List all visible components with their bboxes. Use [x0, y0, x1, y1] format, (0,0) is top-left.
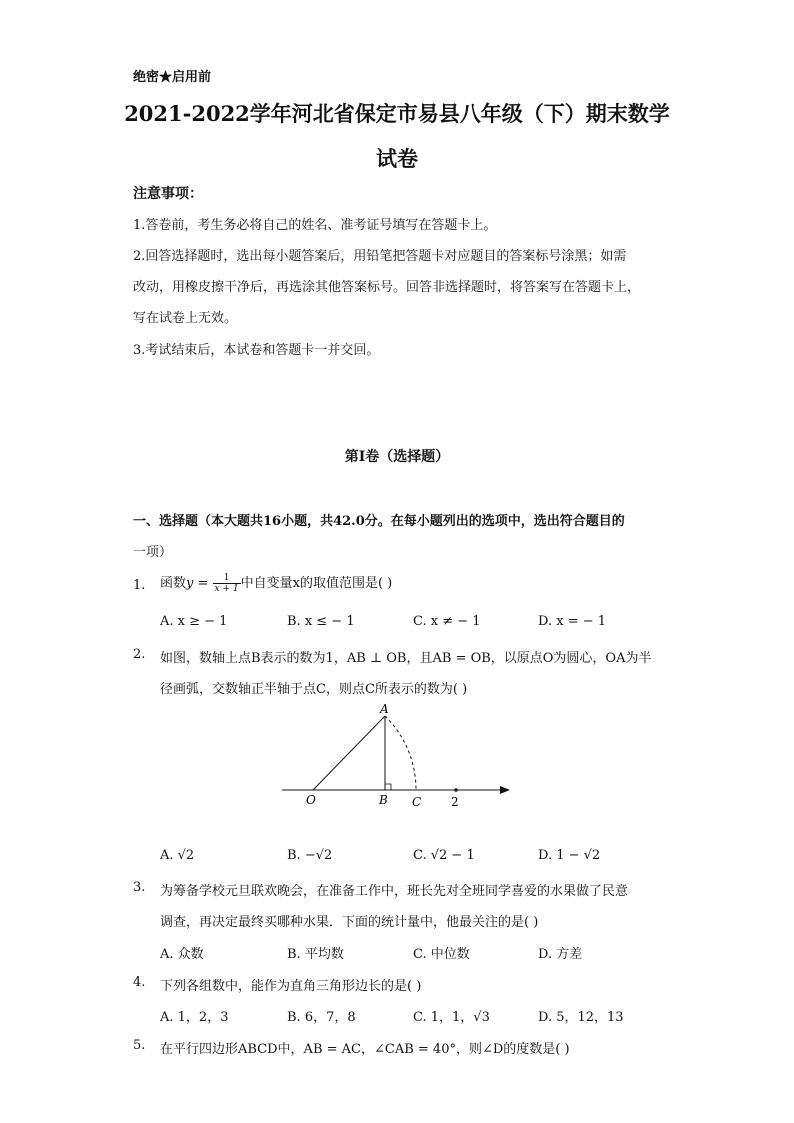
axis-arrow-icon	[500, 786, 510, 794]
question-4-option-a: A. 1，2，3	[160, 1010, 229, 1025]
question-1-option-a: A. x ≥ − 1	[160, 614, 228, 629]
question-4-option-c: C. 1，1，√3	[413, 1010, 490, 1025]
point-two-dot	[454, 788, 458, 792]
question-1-fraction	[213, 573, 241, 594]
question-1-option-c: C. x ≠ − 1	[413, 614, 481, 629]
question-1-text-post: 中自变量x的取值范围是( )	[240, 576, 393, 591]
question-1-stem	[160, 572, 392, 594]
question-5-number: 5.	[133, 1038, 146, 1053]
question-4-option-b: B. 6，7，8	[287, 1010, 356, 1025]
secret-label: 绝密★启用前	[133, 70, 212, 85]
question-1-frac-den: x + 1	[214, 584, 239, 594]
question-2-line-2: 径画弧，交数轴正半轴于点C，则点C所表示的数为( )	[160, 682, 468, 697]
question-3-option-b: B. 平均数	[287, 947, 344, 962]
notice-item-2-line-2: 改动，用橡皮擦干净后，再选涂其他答案标号。回答非选择题时，将答案写在答题卡上，	[133, 280, 641, 295]
question-1-option-d: D. x = − 1	[538, 614, 607, 629]
notice-heading: 注意事项：	[133, 186, 203, 202]
notice-item-2-line-1: 2.回答选择题时，选出每小题答案后，用铅笔把答题卡对应题目的答案标号涂黑；如需	[133, 249, 627, 264]
part-one-heading: 第I卷（选择题）	[344, 449, 450, 465]
label-b: B	[379, 793, 388, 807]
question-2-option-d: D. 1 − √2	[538, 848, 601, 863]
section-one-intro-line-1: 一、选择题（本大题共16小题，共42.0分。在每小题列出的选项中，选出符合题目的	[133, 514, 625, 529]
question-1-frac-num: 1	[213, 573, 241, 584]
question-1-option-b: B. x ≤ − 1	[287, 614, 355, 629]
question-3-line-2: 调查，再决定最终买哪种水果．下面的统计量中，他最关注的是( )	[160, 915, 539, 930]
label-c: C	[412, 795, 422, 809]
question-3-option-a: A. 众数	[160, 947, 204, 962]
question-3-number: 3.	[133, 880, 146, 895]
question-4-option-d: D. 5，12，13	[538, 1010, 624, 1025]
question-4-number: 4.	[133, 975, 146, 990]
notice-item-3: 3.考试结束后，本试卷和答题卡一并交回。	[133, 343, 380, 358]
question-2-line-1: 如图，数轴上点B表示的数为1，AB ⊥ OB，且AB = OB，以原点O为圆心，OA为半	[160, 651, 652, 666]
segment-oa	[313, 716, 385, 790]
label-two: 2	[451, 795, 459, 809]
question-2-number-line-figure	[270, 700, 520, 835]
notice-item-2-line-3: 写在试卷上无效。	[133, 311, 238, 326]
question-1-text-pre: 函数	[160, 576, 187, 591]
question-5-line-1: 在平行四边形ABCD中，AB = AC，∠CAB = 40°，则∠D的度数是( )	[160, 1042, 570, 1057]
section-one-intro-line-2: 一项）	[133, 545, 173, 560]
question-2-option-b: B. −√2	[287, 848, 333, 863]
question-3-line-1: 为筹备学校元旦联欢晚会，在准备工作中，班长先对全班同学喜爱的水果做了民意	[160, 884, 629, 899]
question-3-option-c: C. 中位数	[413, 947, 470, 962]
question-2-option-a: A. √2	[160, 848, 195, 863]
arc-ac	[385, 716, 416, 790]
question-1-formula-lhs: y =	[186, 576, 209, 591]
label-a: A	[380, 702, 389, 716]
right-angle-mark	[385, 784, 391, 790]
notice-item-1: 1.答卷前，考生务必将自己的姓名、准考证号填写在答题卡上。	[133, 218, 497, 233]
question-2-number: 2.	[133, 647, 146, 662]
question-4-line-1: 下列各组数中，能作为直角三角形边长的是( )	[160, 979, 422, 994]
label-o: O	[306, 793, 316, 807]
question-3-option-d: D. 方差	[538, 947, 583, 962]
question-1-number: 1.	[133, 578, 146, 593]
exam-title-line1: 2021-2022学年河北省保定市易县八年级（下）期末数学	[124, 101, 670, 126]
question-2-option-c: C. √2 − 1	[413, 848, 475, 863]
exam-title-line2: 试卷	[376, 146, 418, 171]
